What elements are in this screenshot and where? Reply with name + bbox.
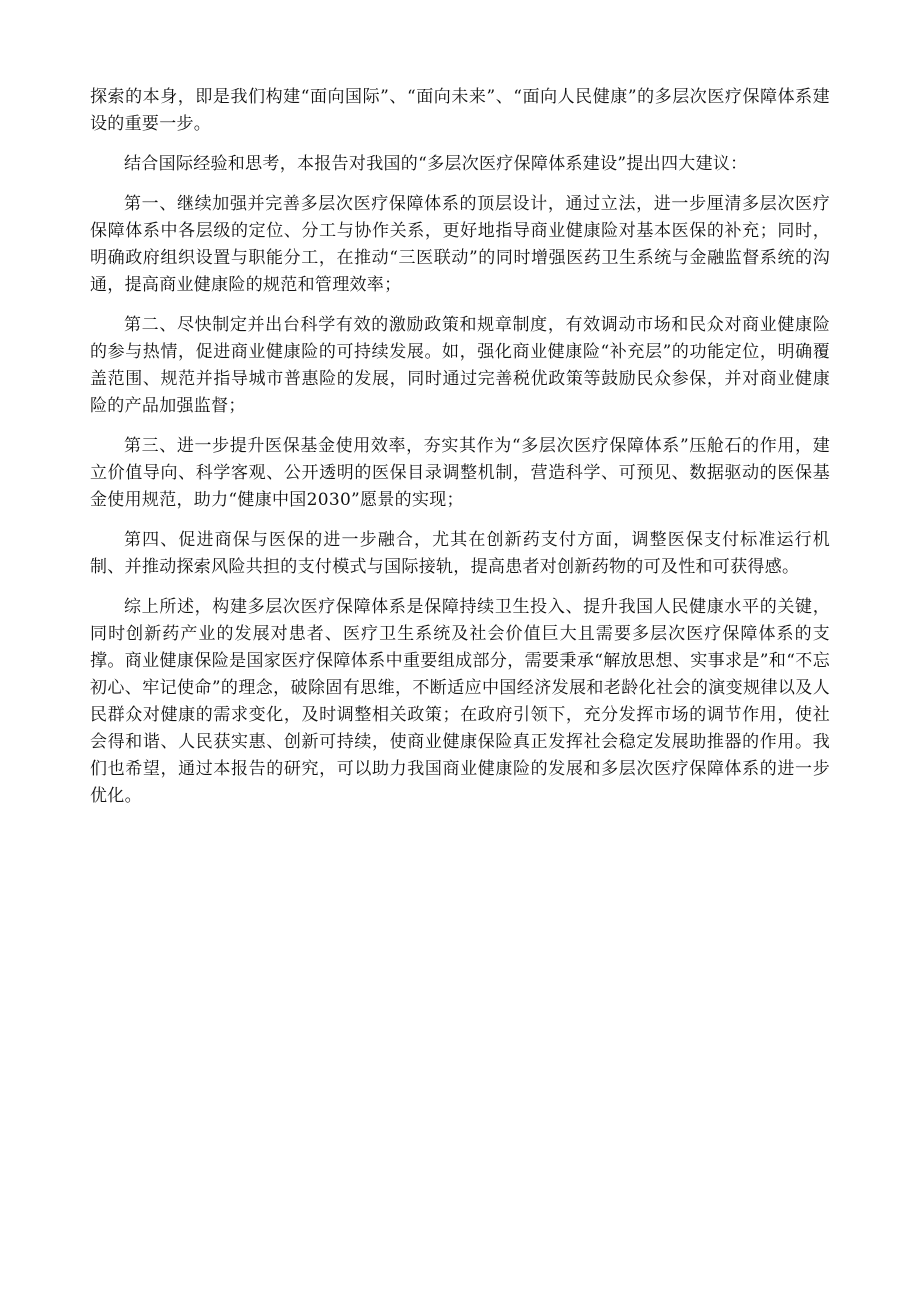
paragraph-conclusion: 综上所述，构建多层次医疗保障体系是保障持续卫生投入、提升我国人民健康水平的关键，同时创新药产业的发展对患者、医疗卫生系统及社会价值巨大且需要多层次医疗保障体系的支撑。商业健康保险是国家医疗保障体系中重要组成部分，需要秉承“解放思想、实事求是”和“不忘初心、牢记使命”的理念，破除固有思维，不断适应中国经济发展和老龄化社会的演变规律以及人民群众对健康的需求变化，及时调整相关政策；在政府引领下，充分发挥市场的调节作用，使社会得和谐、人民获实惠、创新可持续，使商业健康保险真正发挥社会稳定发展助推器的作用。我们也希望，通过本报告的研究，可以助力我国商业健康险的发展和多层次医疗保障体系的进一步优化。 <box>90 597 830 806</box>
paragraph-suggestion-2: 第二、尽快制定并出台科学有效的激励政策和规章制度，有效调动市场和民众对商业健康险的参与热情，促进商业健康险的可持续发展。如，强化商业健康险“补充层”的功能定位，明确覆盖范围、规范并指导城市普惠险的发展，同时通过完善税优政策等鼓励民众参保，并对商业健康险的产品加强监督； <box>90 315 830 416</box>
paragraph-suggestions-lead: 结合国际经验和思考，本报告对我国的“多层次医疗保障体系建设”提出四大建议： <box>124 154 748 174</box>
paragraph-intro-continuation: 探索的本身，即是我们构建“面向国际”、“面向未来”、“面向人民健康”的多层次医疗保障体系建设的重要一步。 <box>90 87 830 134</box>
document-page <box>90 84 830 810</box>
paragraph-suggestion-1: 第一、继续加强并完善多层次医疗保障体系的顶层设计，通过立法，进一步厘清多层次医疗保障体系中各层级的定位、分工与协作关系，更好地指导商业健康险对基本医保的补充；同时，明确政府组织设置与职能分工，在推动“三医联动”的同时增强医药卫生系统与金融监督系统的沟通，提高商业健康险的规范和管理效率； <box>90 194 830 295</box>
paragraph-suggestion-4: 第四、促进商保与医保的进一步融合，尤其在创新药支付方面，调整医保支付标准运行机制、并推动探索风险共担的支付模式与国际接轨，提高患者对创新药物的可及性和可获得感。 <box>90 530 830 577</box>
paragraph-suggestion-3: 第三、进一步提升医保基金使用效率，夯实其作为“多层次医疗保障体系”压舱石的作用，建立价值导向、科学客观、公开透明的医保目录调整机制，营造科学、可预见、数据驱动的医保基金使用规范，助力“健康中国2030”愿景的实现； <box>90 436 830 510</box>
